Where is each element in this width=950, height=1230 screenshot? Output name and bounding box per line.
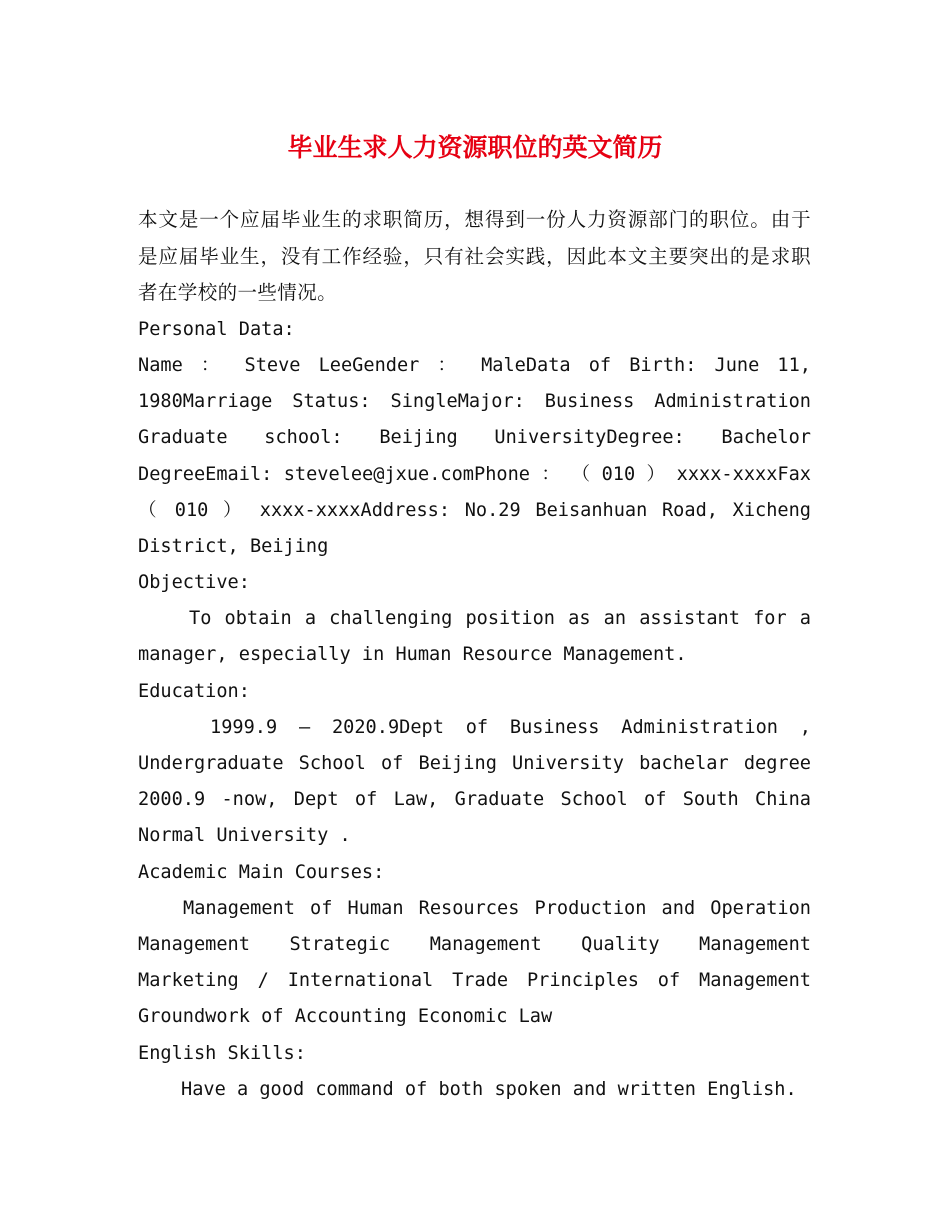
english-skills-line: Have a good command of both spoken and written English. [181,1078,797,1100]
intro-paragraph: 本文是一个应届毕业生的求职简历，想得到一份人力资源部门的职位。由于是应届毕业生，没有工作经验，只有社会实践，因此本文主要突出的是求职者在学校的一些情况。 [138,208,811,305]
section-heading-education: Education: [138,680,250,702]
education-line: 1999.9 – 2020.9Dept of Business Administration , [210,716,811,738]
courses-line: Marketing / International Trade Principles of Management [138,970,811,992]
objective-line: manager, especially in Human Resource Management. [138,644,687,666]
education-line: Undergraduate School of Beijing University bachelar degree [138,753,811,775]
education-line: 2000.9 -now, Dept of Law, Graduate School of South China [138,789,811,811]
personal-data-line: DegreeEmail: stevelee@jxue.comPhone ： （ 010 ） xxxx-xxxxFax [138,463,811,485]
education-line: Normal University . [138,825,351,847]
courses-line: Management Strategic Management Quality Management [138,933,811,955]
personal-data-line: District, Beijing [138,535,329,557]
objective-line: To obtain a challenging position as an assistant for a [189,608,811,630]
personal-data-line: （ 010 ） xxxx-xxxxAddress: No.29 Beisanhuan Road, Xicheng [138,499,811,521]
courses-line: Management of Human Resources Production and Operation [183,897,811,919]
courses-line: Groundwork of Accounting Economic Law [138,1006,553,1028]
personal-data-line: Name ： Steve LeeGender ： MaleData of Birth: June 11, [138,354,811,376]
personal-data-line: Graduate school: Beijing UniversityDegree: Bachelor [138,427,811,449]
personal-data-line: 1980Marriage Status: SingleMajor: Business Administration [138,391,811,413]
document-body [138,202,811,1108]
section-heading-courses: Academic Main Courses: [138,861,385,883]
section-heading-objective: Objective: [138,572,250,594]
section-heading-english-skills: English Skills: [138,1042,306,1064]
document-title: 毕业生求人力资源职位的英文简历 [287,133,663,162]
section-heading-personal-data: Personal Data: [138,318,295,340]
